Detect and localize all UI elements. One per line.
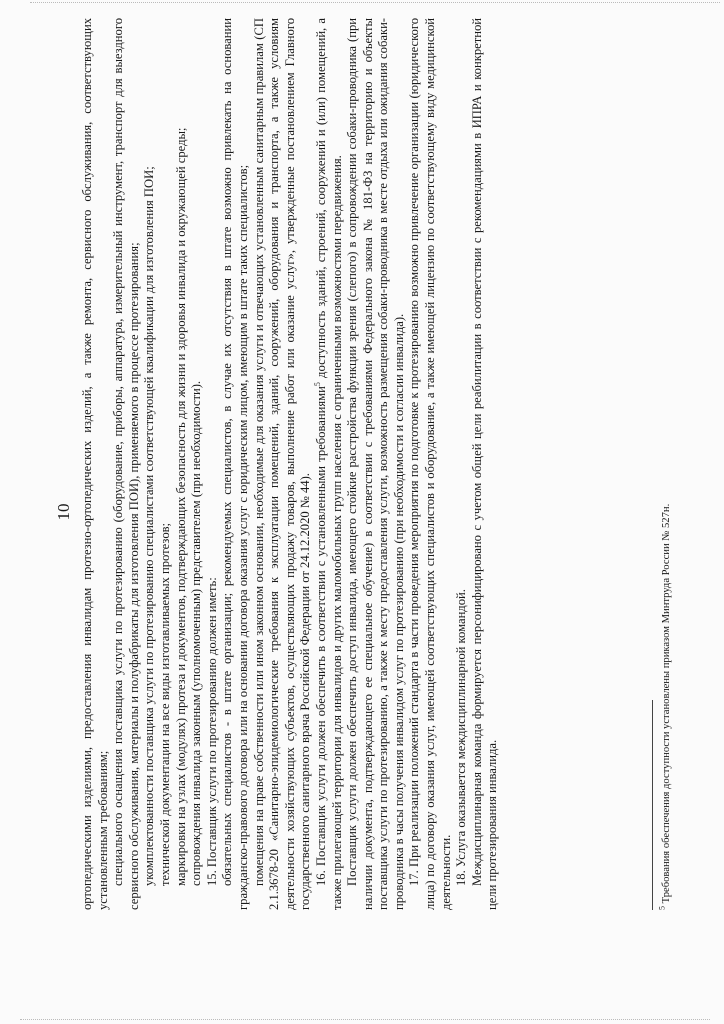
paragraph-text: 15. Поставщик услуги по протезированию должен иметь: (204, 577, 219, 886)
paragraph (454, 18, 470, 910)
rotated-page (12, 12, 712, 1012)
paragraph (314, 18, 345, 910)
paragraph (158, 18, 174, 910)
paragraph (189, 18, 205, 910)
footnote-marker: 5 (657, 906, 667, 910)
paragraph (345, 18, 407, 910)
paragraph-text: 16. Поставщик услуги должен обеспечить в соответствии с установленными требованиями (313, 386, 328, 886)
scan-artifact-top (30, 2, 720, 9)
paragraph (111, 18, 142, 910)
footnote (657, 30, 673, 910)
paragraph (80, 18, 111, 910)
footnote-separator (652, 700, 653, 910)
paragraph-text: Междисциплинарная команда формируется персонифицировано с учетом общей цели реабилитации в соответствии с рекомендациями в ИПРА и конкретной цели протезирования инвалида. (469, 18, 500, 910)
paragraph (174, 18, 190, 910)
footnote-reference: 5 (312, 382, 322, 387)
paragraph-text: специального оснащения поставщика услуги по протезированию (оборудование, приборы, аппаратура, измерительный инструмент, транспорт для выездного сервисного обслуживания, материалы и полуфабрикаты для изготовления ПОИ), применяемого в процессе протезирования; (111, 18, 141, 910)
paragraph-text: маркировки на узлах (модулях) протеза и документов, подтверждающих безопасность для жизни и здоровья инвалида и окружающей среды; (173, 127, 188, 886)
paragraph (142, 18, 158, 910)
paragraph-text: ортопедическими изделиями, предоставления инвалидам протезно-ортопедических изделий, а также ремонта, сервисного обслуживания, соответствующих установленным требованиям; (80, 18, 110, 910)
footnote-text: Требования обеспечения доступности установлены приказом Минтруда России № 527н. (661, 503, 672, 906)
paragraph-text: Поставщик услуги должен обеспечить доступ инвалида, имеющего стойкие расстройства функции зрения (слепого) в сопровождении собаки-проводника (при наличии документа, подтверждающего ее специальное обучение) в соответствии с требованиями Федерального закона № 181-ФЗ на территорию и объекты поставщика услуги по протезированию, а также к месту предоставления услуги, возможность размещения собаки-проводника в месте отдыха или ожидания собаки-проводника в часы получения инвалидом услуг по протезированию (при необходимости и согласии инвалида). (345, 18, 406, 910)
paragraph-text: сопровождения инвалида законным (уполномоченным) представителем (при необходимости). (189, 380, 204, 886)
paragraph-text: технической документации на все виды изготавливаемых протезов; (157, 522, 172, 886)
paragraph-text-continued: доступность зданий, строений, сооружений и (или) помещений, а также прилегающей территории для инвалидов и других маломобильных групп населения с ограниченными возможностями передвижения. (313, 18, 344, 910)
scan-artifact-bottom (20, 1015, 710, 1020)
paragraph (205, 18, 221, 910)
paragraph (220, 18, 251, 910)
paragraph (252, 18, 314, 910)
page-number: 10 (54, 503, 73, 521)
paragraph-text: укомплектованности поставщика услуги по протезированию специалистами соответствующей квалификации для изготовления ПОИ; (142, 166, 157, 886)
paragraph-text: помещения на праве собственности или ином законном основании, необходимые для оказания услуги и отвечающих установленным санитарным правилам (СП 2.1.3678-20 «Санитарно-эпидемиологические требования к эксплуатации помещений, зданий, сооружений, оборудования и транспорта, а также условиям деятельности хозяйствующих субъектов, осуществляющих продажу товаров, выполнение работ или оказание услуг», утвержденные постановлением Главного государственного санитарного врача Российской Федерации от 24.12.2020 № 44). (251, 18, 313, 910)
paragraph (407, 18, 454, 910)
paragraph-text: 17. При реализации положений стандарта в части проведения мероприятия по подготовке к протезированию возможно привлечение организации (юридического лица) по договору оказания услуг, имеющей соответствующих специалистов и оборудование, а также имеющей лицензию по соответствующему виду медицинской деятельности. (407, 18, 453, 910)
document-body (80, 18, 501, 910)
paragraph-text: 18. Услуга оказывается междисциплинарной командой. (454, 589, 469, 886)
paragraph-text: обязательных специалистов - в штате организации; рекомендуемых специалистов, в случае их отсутствия в штате возможно привлекать на основании гражданско-правового договора или на основании договора оказания услуг с юридическим лицом, имеющим в штате таких специалистов; (220, 18, 250, 910)
paragraph (470, 18, 501, 910)
